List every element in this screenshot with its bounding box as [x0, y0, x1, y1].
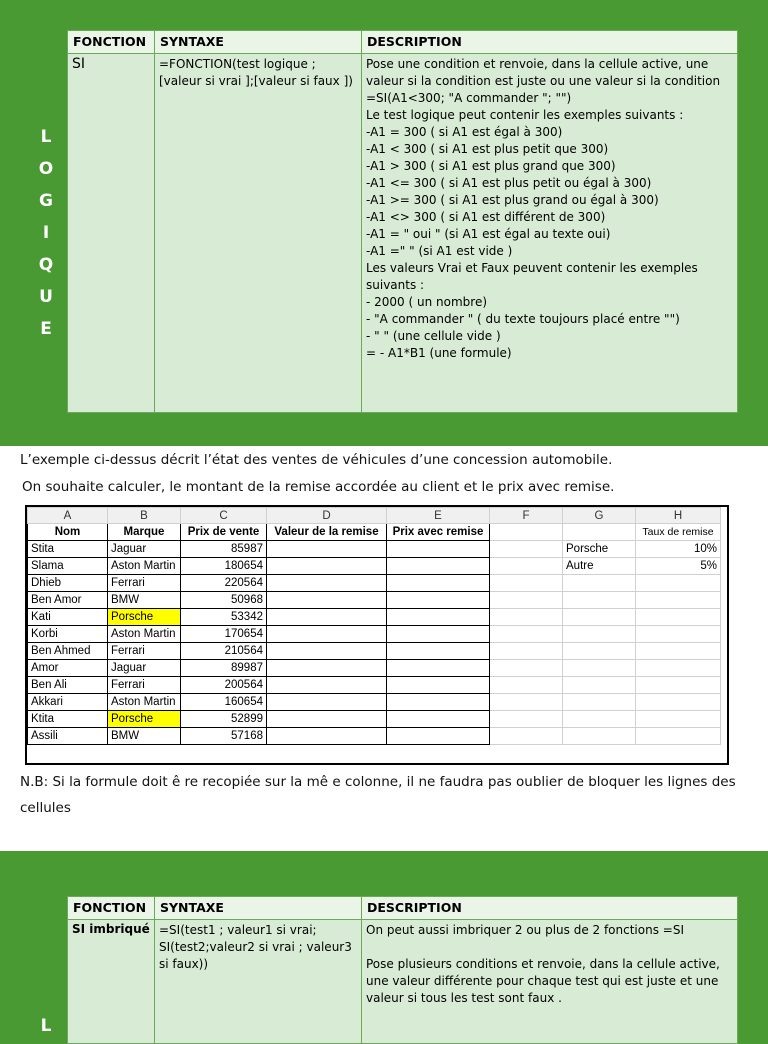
- header-fonction: FONCTION: [68, 31, 155, 54]
- cell-prix: 170654: [181, 626, 267, 643]
- cell-prix-remise: [387, 728, 490, 745]
- rate-value: 5%: [636, 558, 721, 575]
- cell-prix: 52899: [181, 711, 267, 728]
- header-valeur-remise: Valeur de la remise: [267, 524, 387, 541]
- table-row: [28, 660, 721, 677]
- header-prix-remise: Prix avec remise: [387, 524, 490, 541]
- table-row: [28, 694, 721, 711]
- cell-valeur-remise: [267, 677, 387, 694]
- cell-prix: 57168: [181, 728, 267, 745]
- description-line: valeur si la condition est juste ou une valeur si la condition: [366, 74, 721, 88]
- cell-valeur-remise: [267, 558, 387, 575]
- cell-nom: Slama: [28, 558, 108, 575]
- table-row: [28, 711, 721, 728]
- category-logique: [25, 54, 68, 413]
- column-letter: H: [636, 508, 721, 524]
- column-letter: D: [267, 508, 387, 524]
- column-letter: C: [181, 508, 267, 524]
- intro-line-1: L’exemple ci-dessus décrit l’état des ventes de véhicules d’une concession automobile.: [20, 452, 613, 468]
- cell-marque: Aston Martin: [108, 558, 181, 575]
- category-letter: I: [42, 223, 50, 243]
- cell-valeur-remise: [267, 592, 387, 609]
- header-fonction: FONCTION: [68, 897, 155, 920]
- rate-label: Autre: [563, 558, 636, 575]
- description-text: [362, 54, 738, 413]
- syntaxe-text: =SI(test1 ; valeur1 si vrai; SI(test2;valeur2 si vrai ; valeur3 si faux)): [155, 920, 362, 1044]
- description-line: =SI(A1<300; "A commander "; ""): [366, 91, 572, 105]
- cell-nom: Ben Ali: [28, 677, 108, 694]
- cell-marque: Jaguar: [108, 541, 181, 558]
- cell-marque: Porsche: [108, 609, 181, 626]
- header-syntaxe: SYNTAXE: [155, 897, 362, 920]
- category-letter: G: [39, 191, 53, 211]
- cell-prix-remise: [387, 677, 490, 694]
- cell-marque: Ferrari: [108, 643, 181, 660]
- category-letter: U: [39, 287, 53, 307]
- description-line: -A1 =" " (si A1 est vide ): [366, 244, 513, 258]
- table-row: [28, 558, 721, 575]
- description-line: suivants :: [366, 278, 425, 292]
- table-row: [28, 626, 721, 643]
- column-letter: E: [387, 508, 490, 524]
- cell-prix: 210564: [181, 643, 267, 660]
- cell-marque: BMW: [108, 592, 181, 609]
- description-line: -A1 <= 300 ( si A1 est plus petit ou égal à 300): [366, 176, 652, 190]
- description-line: Pose une condition et renvoie, dans la cellule active, une: [366, 57, 709, 71]
- cell-prix: 50968: [181, 592, 267, 609]
- description-line: -A1 = 300 ( si A1 est égal à 300): [366, 125, 563, 139]
- cell-prix: 89987: [181, 660, 267, 677]
- fonction-name: SI imbriqué: [68, 920, 155, 1044]
- description-text: [362, 920, 738, 1044]
- description-line: - "A commander " ( du texte toujours placé entre ""): [366, 312, 680, 326]
- cell-nom: Ben Amor: [28, 592, 108, 609]
- header-nom: Nom: [28, 524, 108, 541]
- cell-nom: Amor: [28, 660, 108, 677]
- spreadsheet: [25, 505, 729, 765]
- cell-marque: Aston Martin: [108, 694, 181, 711]
- cell-valeur-remise: [267, 711, 387, 728]
- cell-marque: Porsche: [108, 711, 181, 728]
- cell-nom: Korbi: [28, 626, 108, 643]
- cell-prix: 53342: [181, 609, 267, 626]
- cell-prix-remise: [387, 609, 490, 626]
- cell-nom: Kati: [28, 609, 108, 626]
- description-line: -A1 > 300 ( si A1 est plus grand que 300): [366, 159, 616, 173]
- rate-label: Porsche: [563, 541, 636, 558]
- syntaxe-text: =FONCTION(test logique ; [valeur si vrai ];[valeur si faux ]): [155, 54, 362, 413]
- description-line: Les valeurs Vrai et Faux peuvent contenir les exemples: [366, 261, 698, 275]
- table-row: [28, 728, 721, 745]
- description-line: -A1 = " oui " (si A1 est égal au texte oui): [366, 227, 611, 241]
- table-row: [28, 609, 721, 626]
- cell-prix: 85987: [181, 541, 267, 558]
- table-row: [28, 643, 721, 660]
- cell-prix-remise: [387, 643, 490, 660]
- cell-prix-remise: [387, 711, 490, 728]
- cell-valeur-remise: [267, 541, 387, 558]
- intro-line-2: On souhaite calculer, le montant de la remise accordée au client et le prix avec remise.: [22, 479, 615, 495]
- header-description: DESCRIPTION: [362, 897, 738, 920]
- cell-marque: Ferrari: [108, 677, 181, 694]
- cell-valeur-remise: [267, 643, 387, 660]
- cell-prix-remise: [387, 575, 490, 592]
- table-row: [28, 541, 721, 558]
- taux-remise-label: Taux de remise: [636, 524, 721, 541]
- cell-valeur-remise: [267, 575, 387, 592]
- column-letter: A: [28, 508, 108, 524]
- cell-nom: Dhieb: [28, 575, 108, 592]
- category-letter: L: [40, 127, 52, 147]
- cell-prix: 200564: [181, 677, 267, 694]
- description-line: - " " (une cellule vide ): [366, 329, 501, 343]
- description-line: = - A1*B1 (une formule): [366, 346, 512, 360]
- cell-prix: 180654: [181, 558, 267, 575]
- header-description: DESCRIPTION: [362, 31, 738, 54]
- cell-prix: 160654: [181, 694, 267, 711]
- header-syntaxe: SYNTAXE: [155, 31, 362, 54]
- cell-prix-remise: [387, 626, 490, 643]
- cell-nom: Akkari: [28, 694, 108, 711]
- cell-prix-remise: [387, 660, 490, 677]
- description-line: -A1 >= 300 ( si A1 est plus grand ou égal à 300): [366, 193, 659, 207]
- description-line: -A1 <> 300 ( si A1 est différent de 300): [366, 210, 606, 224]
- cell-nom: Stita: [28, 541, 108, 558]
- cell-marque: Jaguar: [108, 660, 181, 677]
- cell-valeur-remise: [267, 728, 387, 745]
- description-line: Le test logique peut contenir les exemples suivants :: [366, 108, 684, 122]
- header-marque: Marque: [108, 524, 181, 541]
- header-prix-vente: Prix de vente: [181, 524, 267, 541]
- table-row: [28, 592, 721, 609]
- category-letter: Q: [38, 255, 54, 275]
- cell-marque: Ferrari: [108, 575, 181, 592]
- cell-nom: Ktita: [28, 711, 108, 728]
- description-line: -A1 < 300 ( si A1 est plus petit que 300): [366, 142, 609, 156]
- cell-prix-remise: [387, 558, 490, 575]
- cell-valeur-remise: [267, 694, 387, 711]
- category-letter: E: [40, 319, 52, 339]
- cell-prix-remise: [387, 541, 490, 558]
- note-line-1: N.B: Si la formule doit ê re recopiée sur la mê e colonne, il ne faudra pas oublier de bloquer les lignes des: [20, 774, 736, 790]
- cell-valeur-remise: [267, 609, 387, 626]
- description-line: Pose plusieurs conditions et renvoie, dans la cellule active, une valeur différente pour chaque test qui est juste et une valeur si tous les test sont faux .: [366, 957, 720, 1005]
- cell-prix-remise: [387, 592, 490, 609]
- fonction-name: SI: [68, 54, 155, 413]
- table-row: [28, 677, 721, 694]
- cell-valeur-remise: [267, 626, 387, 643]
- cell-marque: Aston Martin: [108, 626, 181, 643]
- cell-nom: Ben Ahmed: [28, 643, 108, 660]
- si-imbrique-table: [25, 896, 738, 1044]
- column-letter: F: [490, 508, 563, 524]
- column-letter: G: [563, 508, 636, 524]
- cell-marque: BMW: [108, 728, 181, 745]
- category-logique: [25, 920, 68, 1044]
- cell-prix: 220564: [181, 575, 267, 592]
- description-line: On peut aussi imbriquer 2 ou plus de 2 fonctions =SI: [366, 923, 684, 937]
- note-line-2: cellules: [20, 800, 71, 816]
- category-letter: L: [40, 1015, 52, 1036]
- category-letter: O: [38, 159, 54, 179]
- rate-value: 10%: [636, 541, 721, 558]
- si-function-table: [25, 30, 738, 413]
- cell-prix-remise: [387, 694, 490, 711]
- table-row: [28, 575, 721, 592]
- cell-valeur-remise: [267, 660, 387, 677]
- cell-nom: Assili: [28, 728, 108, 745]
- description-line: - 2000 ( un nombre): [366, 295, 488, 309]
- column-letter: B: [108, 508, 181, 524]
